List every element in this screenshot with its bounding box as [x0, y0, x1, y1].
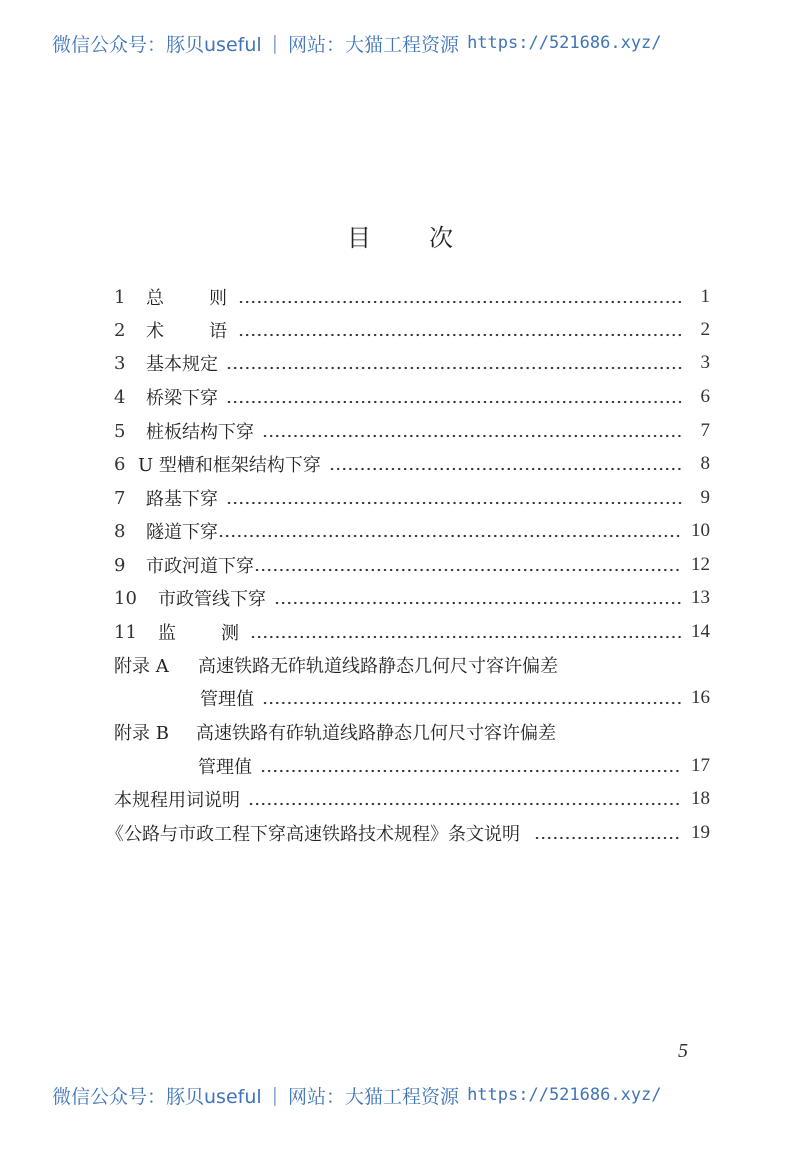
toc-appendix-b-line2[interactable] — [114, 751, 710, 781]
toc-entry-1[interactable] — [114, 282, 710, 312]
watermark-wechat-text: 微信公众号：豚贝useful — [52, 1085, 262, 1108]
dot-leader — [248, 790, 682, 808]
toc-page: 19 — [691, 822, 710, 843]
toc-entry-2[interactable] — [114, 315, 710, 345]
watermark-separator: | — [271, 32, 279, 54]
toc-page: 3 — [700, 352, 710, 373]
appendix-prefix: 附录 A — [114, 656, 169, 677]
toc-page: 14 — [691, 621, 710, 642]
watermark-header — [52, 28, 752, 58]
watermark-wechat-text: 微信公众号：豚贝useful — [52, 33, 262, 56]
dot-leader — [238, 321, 682, 339]
dot-leader — [218, 522, 682, 540]
toc-entry-3[interactable] — [114, 348, 710, 378]
toc-label: 监 测 — [158, 623, 242, 644]
toc-label: 术 语 — [146, 321, 230, 342]
appendix-prefix: 附录 B — [114, 723, 169, 744]
watermark-separator: | — [271, 1084, 279, 1106]
title-char-1: 目 — [347, 224, 371, 252]
dot-leader — [250, 623, 682, 641]
toc-page: 12 — [691, 554, 710, 575]
appendix-title: 高速铁路无砟轨道线路静态几何尺寸容许偏差 — [198, 656, 558, 677]
appendix-title: 高速铁路有砟轨道线路静态几何尺寸容许偏差 — [196, 723, 556, 744]
page-number: 5 — [678, 1040, 688, 1062]
toc-label: 市政河道下穿 — [146, 556, 254, 577]
toc-page: 1 — [700, 286, 710, 307]
toc-entry-6[interactable] — [114, 449, 710, 479]
toc-number: 5 — [114, 420, 126, 442]
toc-number: 10 — [114, 587, 137, 609]
toc-label: 总 则 — [146, 288, 230, 309]
toc-label: 桥梁下穿 — [146, 388, 218, 409]
toc-label: 桩板结构下穿 — [146, 422, 254, 443]
toc-number: 3 — [114, 352, 126, 374]
toc-appendix-a-line1[interactable] — [114, 650, 710, 680]
toc-appendix-b-line1[interactable] — [114, 717, 710, 747]
dot-leader — [226, 354, 682, 372]
toc-label: 市政管线下穿 — [158, 589, 266, 610]
toc-label: 基本规定 — [146, 354, 218, 375]
toc-number: 7 — [114, 487, 126, 509]
toc-entry-11[interactable] — [114, 617, 710, 647]
toc-wording-explanation[interactable] — [114, 784, 710, 814]
toc-number: 8 — [114, 520, 126, 542]
toc-appendix-a-line2[interactable] — [114, 683, 710, 713]
toc-page: 13 — [691, 587, 710, 608]
appendix-title-cont: 管理值 — [200, 689, 254, 710]
dot-leader — [534, 824, 682, 842]
toc-entry-5[interactable] — [114, 416, 710, 446]
toc-page: 17 — [691, 755, 710, 776]
toc-number: 9 — [114, 554, 126, 576]
watermark-site-label: 网站：大猫工程资源 — [288, 33, 460, 56]
watermark-url: https://521686.xyz/ — [467, 33, 662, 53]
dot-leader — [226, 489, 682, 507]
toc-page: 6 — [700, 386, 710, 407]
toc-number: 6 — [114, 453, 126, 475]
toc-page: 7 — [700, 420, 710, 441]
toc-entry-4[interactable] — [114, 382, 710, 412]
toc-label: 《公路与市政工程下穿高速铁路技术规程》条文说明 — [106, 824, 520, 845]
toc-number: 11 — [114, 621, 137, 643]
toc-label: U 型槽和框架结构下穿 — [138, 455, 321, 476]
appendix-title-cont: 管理值 — [198, 757, 252, 778]
dot-leader — [254, 556, 682, 574]
toc-label: 本规程用词说明 — [114, 790, 240, 811]
toc-page: 18 — [691, 788, 710, 809]
watermark-url: https://521686.xyz/ — [467, 1085, 662, 1105]
dot-leader — [260, 757, 682, 775]
toc-clause-explanation[interactable] — [106, 818, 710, 848]
toc-label: 隧道下穿 — [146, 522, 218, 543]
toc-page: 9 — [700, 487, 710, 508]
toc-entry-10[interactable] — [114, 583, 710, 613]
dot-leader — [238, 288, 682, 306]
dot-leader — [274, 589, 682, 607]
toc-entry-8[interactable] — [114, 516, 710, 546]
toc-page: 16 — [691, 687, 710, 708]
watermark-footer — [52, 1080, 752, 1110]
dot-leader — [262, 422, 682, 440]
toc-number: 4 — [114, 386, 126, 408]
title-char-2: 次 — [429, 224, 453, 252]
dot-leader — [226, 388, 682, 406]
toc-number: 1 — [114, 286, 126, 308]
dot-leader — [329, 455, 682, 473]
toc-entry-7[interactable] — [114, 483, 710, 513]
toc-page: 10 — [691, 520, 710, 541]
toc-label: 路基下穿 — [146, 489, 218, 510]
dot-leader — [262, 689, 682, 707]
toc-page: 8 — [700, 453, 710, 474]
toc-number: 2 — [114, 319, 126, 341]
watermark-site-label: 网站：大猫工程资源 — [288, 1085, 460, 1108]
toc-page: 2 — [700, 319, 710, 340]
page-title — [0, 218, 800, 253]
toc-entry-9[interactable] — [114, 550, 710, 580]
